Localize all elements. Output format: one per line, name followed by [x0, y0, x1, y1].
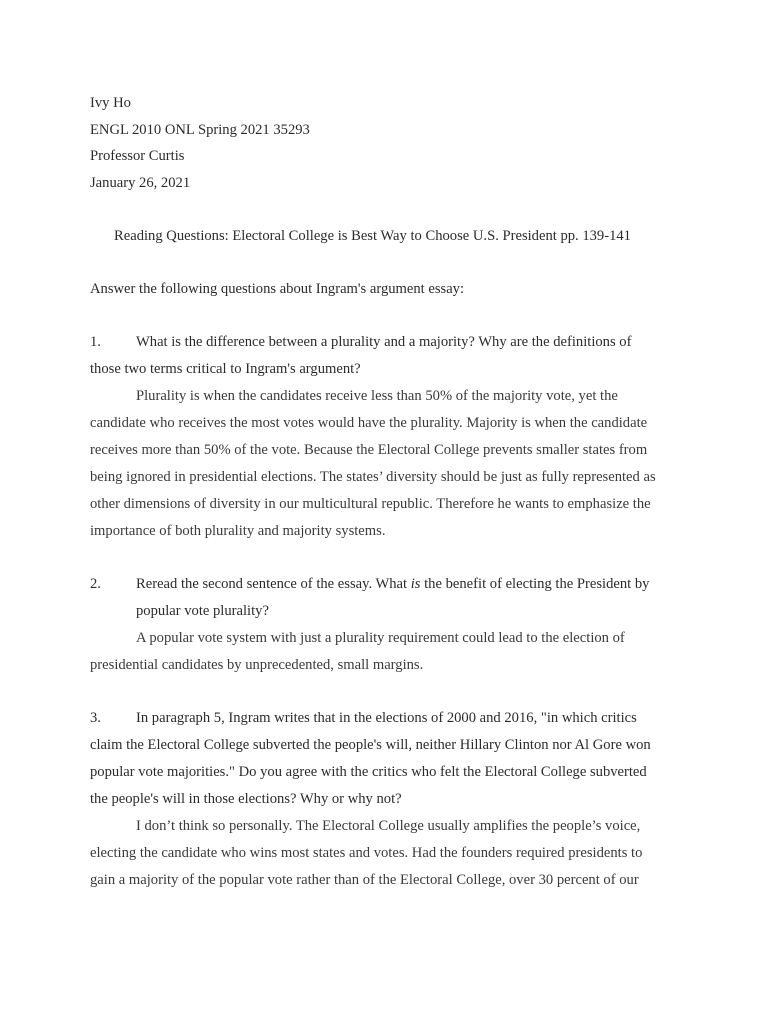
answer-line: importance of both plurality and majority systems. [90, 523, 386, 539]
question-text-line: popular vote plurality? [136, 603, 269, 619]
question-text-line: claim the Electoral College subverted the people's will, neither Hillary Clinton nor Al Gore won [90, 737, 651, 753]
question-text-part: the benefit of electing the President by [420, 576, 650, 592]
emphasis-text: is [410, 576, 421, 592]
course-info: ENGL 2010 ONL Spring 2021 35293 [90, 122, 310, 138]
answer-line: receives more than 50% of the vote. Because the Electoral College prevents smaller states from [90, 442, 648, 458]
answer-line: being ignored in presidential elections. The states’ diversity should be just as fully represented as [90, 469, 656, 485]
question-text-line: What is the difference between a plurality and a majority? Why are the definitions of [136, 334, 632, 350]
question-text-line: the people's will in those elections? Why or why not? [90, 791, 402, 807]
answer-line: electing the candidate who wins most states and votes. Had the founders required presidents to [90, 845, 643, 861]
answer-line: candidate who receives the most votes would have the plurality. Majority is when the candidate [90, 415, 648, 431]
question-text-line [136, 571, 649, 598]
question-text-part: Reread the second sentence of the essay. What [136, 576, 411, 592]
document-date: January 26, 2021 [90, 175, 191, 191]
answer-line: I don’t think so personally. The Electoral College usually amplifies the people’s voice, [136, 818, 641, 834]
answer-line: Plurality is when the candidates receive less than 50% of the majority vote, yet the [136, 388, 618, 404]
instruction-text: Answer the following questions about Ingram's argument essay: [90, 281, 465, 297]
question-text-line: those two terms critical to Ingram's argument? [90, 361, 361, 377]
answer-line: other dimensions of diversity in our multicultural republic. Therefore he wants to emphasize the [90, 496, 651, 512]
author-name: Ivy Ho [90, 95, 131, 111]
answer-line: gain a majority of the popular vote rather than of the Electoral College, over 30 percent of our [90, 872, 639, 888]
document-title: Reading Questions: Electoral College is Best Way to Choose U.S. President pp. 139-141 [114, 228, 631, 244]
answer-line: presidential candidates by unprecedented, small margins. [90, 657, 424, 673]
question-number: 2. [90, 576, 101, 592]
question-number: 1. [90, 334, 101, 350]
question-text-line: In paragraph 5, Ingram writes that in the elections of 2000 and 2016, "in which critics [136, 710, 637, 726]
professor-name: Professor Curtis [90, 148, 185, 164]
question-text-line: popular vote majorities." Do you agree with the critics who felt the Electoral College subverted [90, 764, 647, 780]
answer-line: A popular vote system with just a plurality requirement could lead to the election of [136, 630, 625, 646]
question-number: 3. [90, 710, 101, 726]
